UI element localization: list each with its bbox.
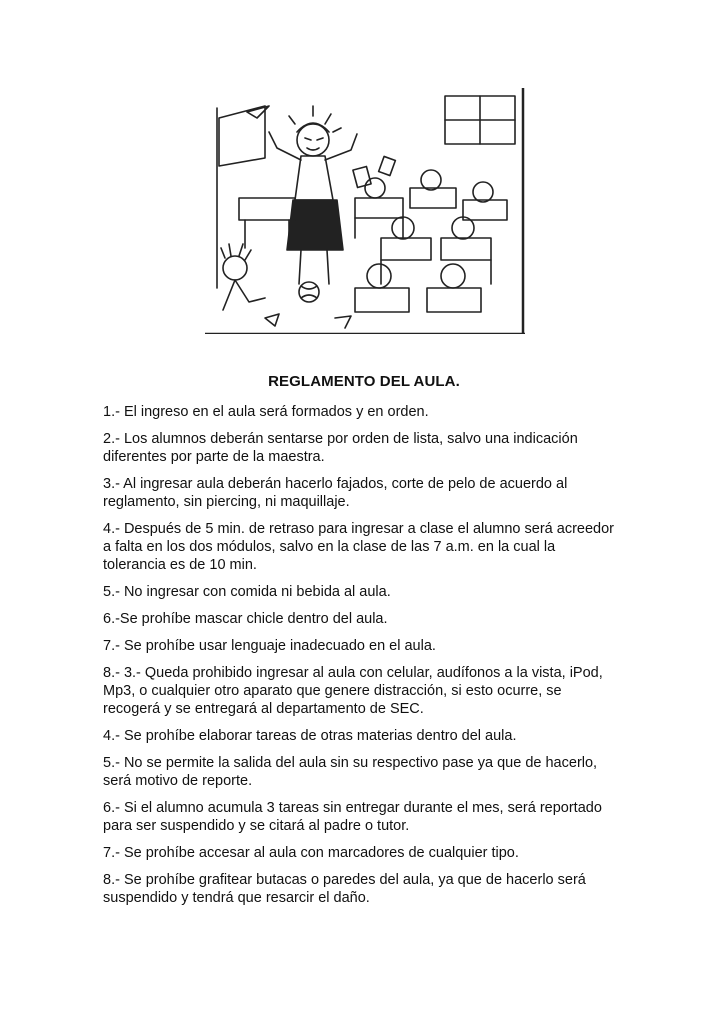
- rule-item: 7.- Se prohíbe usar lenguaje inadecuado en el aula.: [103, 638, 436, 654]
- rule-item: 4.- Se prohíbe elaborar tareas de otras materias dentro del aula.: [103, 728, 517, 744]
- rule-item: 2.- Los alumnos deberán sentarse por orden de lista, salvo una indicación diferentes por parte de la maestra.: [103, 431, 578, 465]
- rule-item: 6.- Si el alumno acumula 3 tareas sin entregar durante el mes, será reportado para ser suspendido y se citará al padre o tutor.: [103, 800, 602, 834]
- classroom-illustration: [205, 88, 525, 334]
- rule-item: 5.- No ingresar con comida ni bebida al aula.: [103, 584, 391, 600]
- rule-item: 8.- 3.- Queda prohibido ingresar al aula con celular, audífonos a la vista, iPod, Mp3, o cualquier otro aparato que genere distracción, si esto ocurre, se recogerá y se entregará al departamento de SEC.: [103, 665, 603, 717]
- rule-item: 7.- Se prohíbe accesar al aula con marcadores de cualquier tipo.: [103, 845, 519, 861]
- rule-item: 3.- Al ingresar aula deberán hacerlo fajados, corte de pelo de acuerdo al reglamento, sin piercing, ni maquillaje.: [103, 476, 568, 510]
- rule-item: 8.- Se prohíbe grafitear butacas o paredes del aula, ya que de hacerlo será suspendido y tendrá que resarcir el daño.: [103, 872, 586, 906]
- rule-item: 5.- No se permite la salida del aula sin su respectivo pase ya que de hacerlo, será motivo de reporte.: [103, 755, 598, 789]
- rule-item: 6.-Se prohíbe mascar chicle dentro del aula.: [103, 611, 388, 627]
- rule-item: 4.- Después de 5 min. de retraso para ingresar a clase el alumno será acreedor a falta en los dos módulos, salvo en la clase de las 7 a.m. en la cual la tolerancia es de 10 min.: [103, 521, 614, 573]
- rules-list: [103, 403, 633, 916]
- chaotic-classroom-cartoon-icon: [205, 88, 525, 334]
- document-title: REGLAMENTO DEL AULA.: [268, 373, 460, 390]
- rule-item: 1.- El ingreso en el aula será formados y en orden.: [103, 404, 429, 420]
